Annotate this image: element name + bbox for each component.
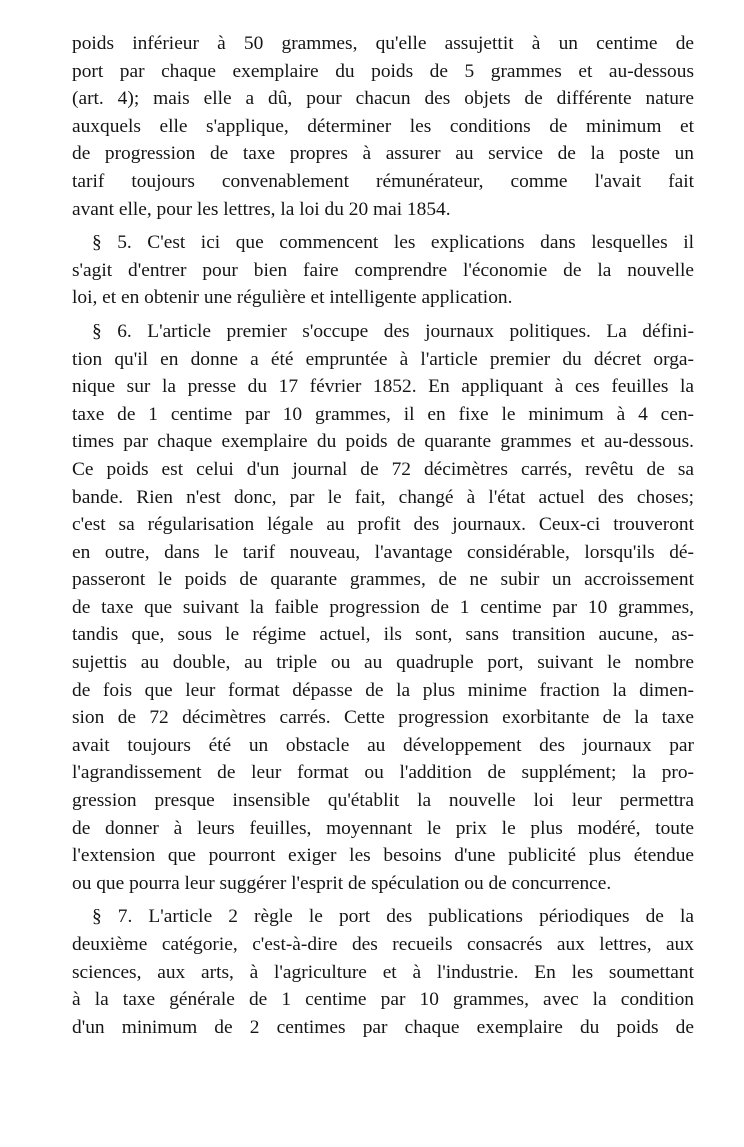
text-line: Ce poids est celui d'un journal de 72 décimètres carrés, revêtu de sa [72, 458, 694, 480]
text-line: bande. Rien n'est donc, par le fait, changé à l'état actuel des choses; [72, 486, 694, 508]
text-line: à la taxe générale de 1 centime par 10 grammes, avec la condition [72, 989, 694, 1011]
text-line: auxquels elle s'applique, déterminer les conditions de minimum et [72, 115, 694, 137]
paragraph-section-5 [72, 229, 694, 312]
text-line: sciences, aux arts, à l'agriculture et à l'industrie. En les soumettant [72, 961, 694, 983]
text-line: poids inférieur à 50 grammes, qu'elle assujettit à un centime de [72, 33, 694, 54]
text-line: de donner à leurs feuilles, moyennant le prix le plus modéré, toute [72, 817, 694, 839]
text-line: d'un minimum de 2 centimes par chaque exemplaire du poids de [72, 1016, 694, 1038]
text-line: sujettis au double, au triple ou au quadruple port, suivant le nombre [72, 652, 694, 674]
text-line: loi, et en obtenir une régulière et intelligente application. [72, 287, 513, 309]
paragraph-continuation [72, 30, 694, 223]
text-line: tion qu'il en donne a été empruntée à l'article premier du décret orga- [72, 348, 694, 370]
text-line: gression presque insensible qu'établit la nouvelle loi leur permettra [72, 790, 694, 812]
text-line: de taxe que suivant la faible progression de 1 centime par 10 grammes, [72, 596, 694, 618]
text-line: port par chaque exemplaire du poids de 5 grammes et au-dessous [72, 60, 694, 82]
text-line: tarif toujours convenablement rémunérateur, comme l'avait fait [72, 170, 694, 192]
text-line: § 5. C'est ici que commencent les explications dans lesquelles il [92, 232, 694, 254]
paragraph-section-6 [72, 318, 694, 897]
text-line: ou que pourra leur suggérer l'esprit de spéculation ou de concurrence. [72, 872, 612, 894]
text-line: sion de 72 décimètres carrés. Cette progression exorbitante de la taxe [72, 707, 694, 729]
text-line: c'est sa régularisation légale au profit des journaux. Ceux-ci trouveront [72, 514, 694, 536]
text-line: deuxième catégorie, c'est-à-dire des recueils consacrés aux lettres, aux [72, 934, 694, 955]
text-line: l'agrandissement de leur format ou l'addition de supplément; la pro- [72, 762, 694, 784]
text-line: l'extension que pourront exiger les besoins d'une publicité plus étendue [72, 845, 694, 867]
text-line: passeront le poids de quarante grammes, de ne subir un accroissement [72, 569, 694, 591]
text-line: de fois que leur format dépasse de la plus minime fraction la dimen- [72, 679, 694, 701]
text-line: s'agit d'entrer pour bien faire comprendre l'économie de la nouvelle [72, 259, 694, 281]
text-line: taxe de 1 centime par 10 grammes, il en fixe le minimum à 4 cen- [72, 403, 694, 425]
text-line: de progression de taxe propres à assurer au service de la poste un [72, 143, 694, 165]
text-line: § 7. L'article 2 règle le port des publications périodiques de la [92, 906, 694, 928]
text-line: avait toujours été un obstacle au développement des journaux par [72, 734, 694, 756]
text-line: § 6. L'article premier s'occupe des journaux politiques. La défini- [92, 320, 694, 342]
document-page [72, 30, 694, 1041]
text-line: (art. 4); mais elle a dû, pour chacun des objets de différente nature [72, 88, 694, 110]
text-line: nique sur la presse du 17 février 1852. En appliquant à ces feuilles la [72, 376, 694, 398]
text-line: en outre, dans le tarif nouveau, l'avantage considérable, lorsqu'ils dé- [72, 541, 694, 563]
paragraph-section-7 [72, 903, 694, 1041]
text-line: times par chaque exemplaire du poids de quarante grammes et au-dessous. [72, 431, 694, 453]
text-line: tandis que, sous le régime actuel, ils sont, sans transition aucune, as- [72, 624, 694, 646]
text-line: avant elle, pour les lettres, la loi du 20 mai 1854. [72, 198, 451, 220]
